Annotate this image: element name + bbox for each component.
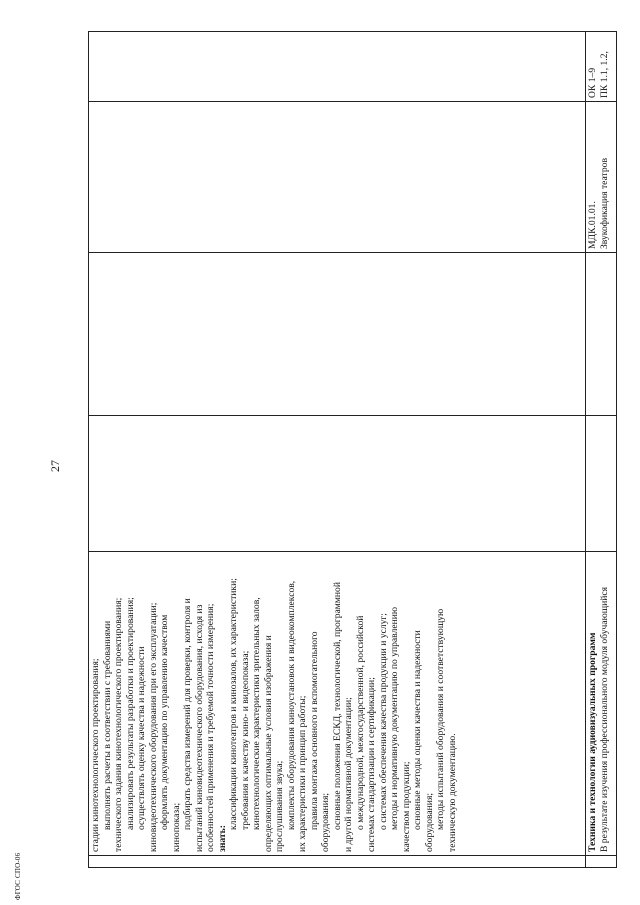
requirements-text xyxy=(90,555,458,852)
competence-pk: ПК 1.1, 1.2, xyxy=(598,51,610,98)
curriculum-table xyxy=(88,31,617,868)
section-intro-line: В результате изучения профессионального модуля обучающийся xyxy=(598,586,610,852)
footer-label: ФГОС СПО-06 xyxy=(14,852,22,900)
mdk-cell xyxy=(586,102,617,253)
requirement-line: оформлять документацию по управлению качеством xyxy=(159,614,170,830)
competence-cell-empty xyxy=(89,32,586,102)
requirement-line: кинопоказа; xyxy=(170,802,182,852)
requirement-line: анализировать результаты разработки и проектирования; xyxy=(124,597,136,830)
section-title: Техника и технологии аудиовизуальных программ xyxy=(587,632,598,852)
requirement-line: выполнять расчеты в соответствии с требованиями xyxy=(101,620,113,830)
requirement-line: кинотехнологические характеристики зрительных залов, xyxy=(251,597,262,830)
requirement-line: особенностей применения и требуемой точности измерения; xyxy=(205,603,216,852)
index-cell xyxy=(89,856,586,868)
requirement-line: определяющих оптимальные условия изображения и xyxy=(262,635,274,852)
requirement-line: техническую документацию. xyxy=(446,733,458,852)
requirement-line: методы и нормативную документацию по управлению xyxy=(389,606,400,830)
requirement-line: требования к качеству кино- и видеопоказа; xyxy=(239,650,251,830)
index-cell xyxy=(586,856,617,868)
competence-cell xyxy=(586,32,617,102)
hours-cell xyxy=(586,416,617,552)
requirement-line: основные методы оценки качества и надежности xyxy=(412,630,423,830)
section-title-cell xyxy=(586,552,617,856)
hours-mandatory-cell xyxy=(586,253,617,416)
requirement-line: осуществлять оценку качества и надежности xyxy=(136,646,147,830)
table-row-section xyxy=(586,32,617,868)
requirement-line: качеством продукции; xyxy=(400,761,412,852)
mdk-cell-empty xyxy=(89,102,586,253)
requirement-line: о международной, межгосударственной, российской xyxy=(354,615,366,830)
requirement-line: методы испытаний оборудования и соответствующую xyxy=(435,608,446,830)
requirement-line: комплекты оборудования киноустановок и видеокомплексов, xyxy=(285,580,297,830)
requirement-line: технического задания кинотехнологического проектирования; xyxy=(113,597,124,852)
requirement-line: подбирать средства измерений для проверки, контроля и xyxy=(182,598,193,830)
requirement-line: испытаний киновидеотехнического оборудования, исходя из xyxy=(193,604,205,852)
requirement-line: оборудования; xyxy=(320,792,331,852)
mdk-title: Звукофикация театров xyxy=(598,158,610,249)
page-number: 27 xyxy=(48,460,62,472)
table-row-body xyxy=(89,32,586,868)
requirements-cell xyxy=(89,552,586,856)
requirement-line: прослушивания звука; xyxy=(274,760,285,852)
competence-ok: ОК 1–9 xyxy=(587,67,598,98)
requirement-line: классификации кинотеатров и кинозалов, их характеристики; xyxy=(228,578,239,830)
requirement-line: их характеристики и принцип работы; xyxy=(297,695,308,852)
requirement-line: о системах обеспечения качества продукции и услуг; xyxy=(377,613,389,830)
requirement-line: оборудования; xyxy=(423,792,435,852)
hours-mandatory-cell xyxy=(89,253,586,416)
requirement-line: правила монтажа основного и вспомогательного xyxy=(308,631,320,830)
requirement-line: и другой нормативной документации; xyxy=(343,697,354,852)
requirement-line: системах стандартизации и сертификации; xyxy=(366,677,377,852)
section-text xyxy=(587,555,610,852)
rotated-table-sheet xyxy=(88,32,611,868)
requirement-line: стадии кинотехнологического проектирования; xyxy=(90,658,101,852)
requirement-line: киновидеотехнического оборудования при его эксплуатации; xyxy=(147,602,159,852)
requirement-line: основные положения ЕСКД, технологической, программной xyxy=(331,582,343,830)
hours-cell xyxy=(89,416,586,552)
requirement-line: знать: xyxy=(216,825,228,852)
mdk-code: МДК.01.01. xyxy=(587,201,598,249)
